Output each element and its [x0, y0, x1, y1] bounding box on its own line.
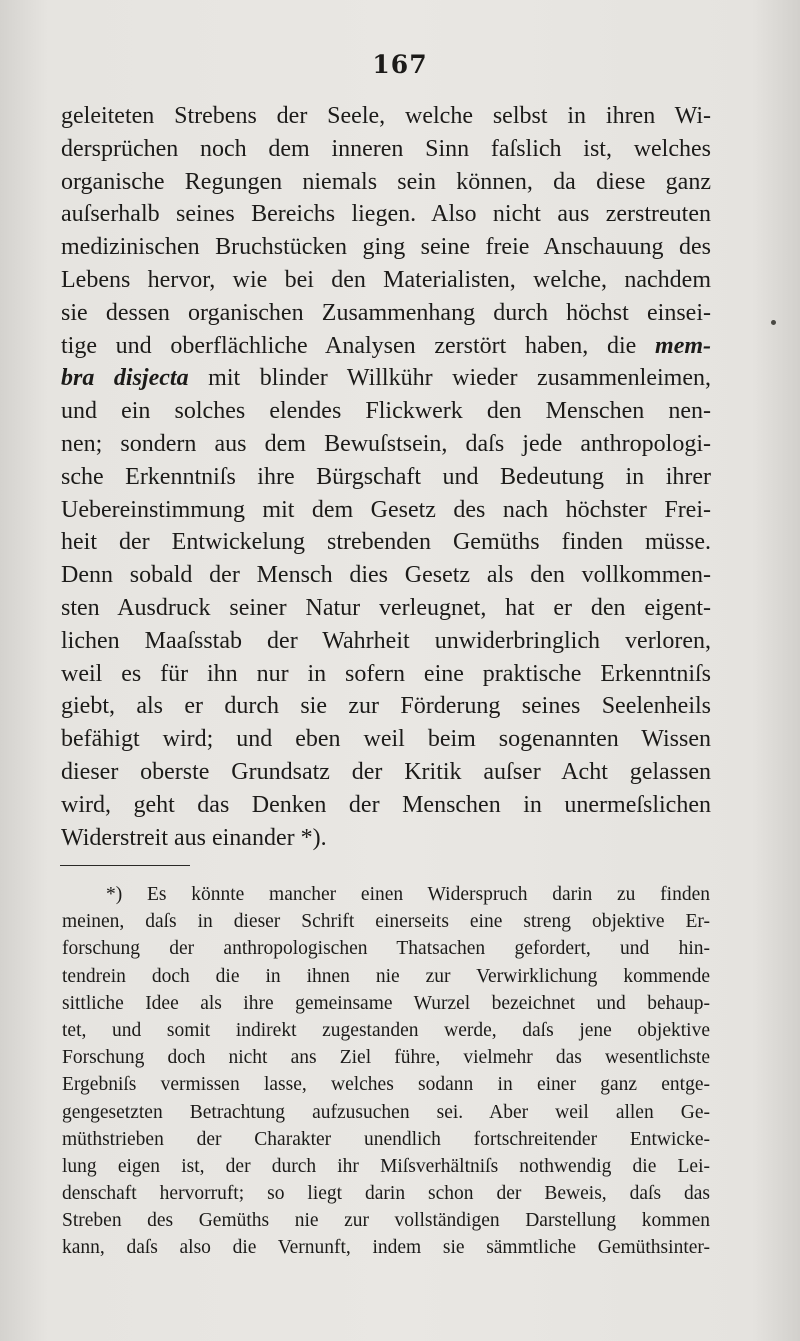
text-line: Denn sobald der Mensch dies Gesetz als den vollkommen- — [61, 562, 711, 589]
footnote-line: tendrein doch die in ihnen nie zur Verwirklichung kommende — [62, 965, 710, 987]
footnote-line: tet, und somit indirekt zugestanden werde, daſs jene objektive — [62, 1019, 710, 1041]
text-line: dieser oberste Grundsatz der Kritik auſser Acht gelassen — [61, 758, 711, 785]
text-line: dersprüchen noch dem inneren Sinn faſslich ist, welches — [61, 135, 711, 162]
text-line: auſserhalb seines Bereichs liegen. Also nicht aus zerstreuten — [61, 201, 711, 228]
footnote-line: meinen, daſs in dieser Schrift einerseits eine streng objektive Er- — [62, 911, 710, 933]
footnote-line: sittliche Idee als ihre gemeinsame Wurzel bezeichnet und behaup- — [62, 992, 710, 1014]
text-line: giebt, als er durch sie zur Förderung seines Seelenheils — [61, 693, 711, 720]
text-line: organische Regungen niemals sein können, da diese ganz — [61, 168, 711, 195]
footnote-line: Ergebniſs vermissen lasse, welches sodann in einer ganz entge- — [62, 1074, 710, 1096]
text-line: geleiteten Strebens der Seele, welche selbst in ihren Wi- — [61, 103, 711, 129]
text-line: Uebereinstimmung mit dem Gesetz des nach höchster Frei- — [61, 496, 711, 523]
text-line: sche Erkenntniſs ihre Bürgschaft und Bedeutung in ihrer — [61, 463, 711, 490]
text-line: und ein solches elendes Flickwerk den Menschen nen- — [61, 398, 711, 425]
page-number: 167 — [372, 50, 428, 79]
footnote-divider — [60, 865, 190, 866]
footnote-line: müthstrieben der Charakter unendlich fortschreitender Entwicke- — [62, 1128, 710, 1150]
footnote-line: Forschung doch nicht ans Ziel führe, vielmehr das wesentlichste — [62, 1047, 710, 1069]
footnote-line: forschung der anthropologischen Thatsachen gefordert, und hin- — [62, 938, 710, 960]
text-line: sie dessen organischen Zusammenhang durch höchst einsei- — [61, 299, 711, 326]
line-text: tige und oberflächliche Analysen zerstört haben, die — [61, 332, 637, 359]
text-line: Widerstreit aus einander *). — [61, 824, 327, 851]
text-line: lichen Maaſsstab der Wahrheit unwiderbringlich verloren, — [61, 627, 711, 654]
main-text — [61, 100, 711, 854]
paper-speck — [771, 320, 776, 325]
footnote-line: Streben des Gemüths nie zur vollständigen Darstellung kommen — [62, 1210, 710, 1232]
text-line: sten Ausdruck seiner Natur verleugnet, hat er den eigent- — [61, 594, 711, 621]
footnote-line: *) Es könnte mancher einen Widerspruch darin zu finden — [106, 884, 710, 905]
text-line: Lebens hervor, wie bei den Materialisten, welche, nachdem — [61, 266, 711, 293]
footnote-line: gengesetzten Betrachtung aufzusuchen sei. Aber weil allen Ge- — [62, 1101, 710, 1123]
text-line: nen; sondern aus dem Bewuſstsein, daſs jede anthropologi- — [61, 430, 711, 457]
italic-phrase: mem- — [655, 332, 711, 359]
footnote — [62, 881, 710, 1262]
italic-phrase: bra disjecta — [61, 365, 189, 392]
text-line: befähigt wird; und eben weil beim sogenannten Wissen — [61, 726, 711, 753]
footnote-line: denschaft hervorruft; so liegt darin schon der Beweis, daſs das — [62, 1183, 710, 1205]
text-line-with-italic — [61, 330, 711, 363]
text-line-with-italic — [61, 362, 711, 395]
line-text: mit blinder Willkühr wieder zusammenleimen, — [208, 365, 711, 392]
text-line: medizinischen Bruchstücken ging seine freie Anschauung des — [61, 234, 711, 261]
footnote-line: kann, daſs also die Vernunft, indem sie sämmtliche Gemüthsinter- — [62, 1237, 710, 1259]
text-line: weil es für ihn nur in sofern eine praktische Erkenntniſs — [61, 660, 711, 687]
text-line: heit der Entwickelung strebenden Gemüths finden müsse. — [61, 529, 711, 556]
text-line: wird, geht das Denken der Menschen in unermeſslichen — [61, 791, 711, 818]
footnote-line: lung eigen ist, der durch ihr Miſsverhältniſs nothwendig die Lei- — [62, 1155, 710, 1177]
